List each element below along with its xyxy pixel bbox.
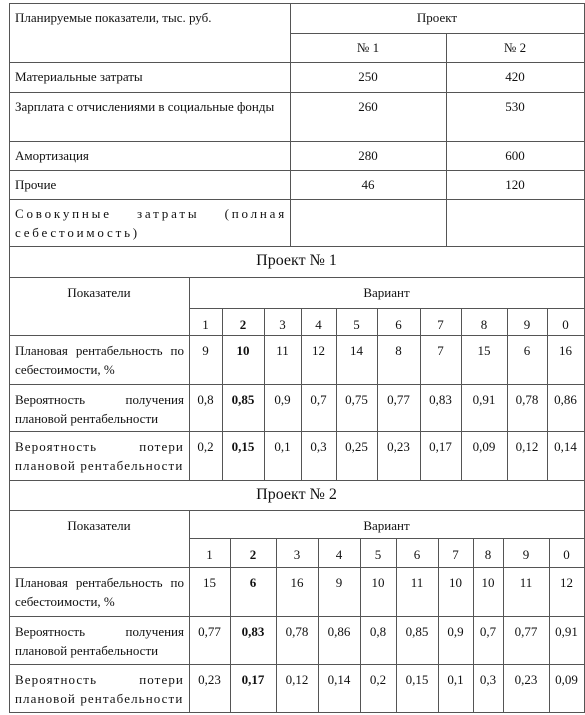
project1-row-label: Вероятность получения плановой рентабельности [15,392,184,426]
project2-row-label: Вероятность потери плановой рентабельности [15,672,184,706]
project2-title: Проект № 2 [256,486,337,503]
project2-variant-8: 8 [484,547,492,562]
table-rule [9,62,585,63]
cell-project2-value: 420 [505,69,525,84]
project2-cell-value: 10 [371,575,385,590]
project1-cell-value: 0,1 [274,439,291,454]
project1-cell-value: 12 [312,343,325,358]
project2-variant-0: 0 [563,547,570,562]
project2-variant-3: 3 [293,547,301,562]
project2-cell-value: 0,3 [479,672,497,687]
project2-cell-value: 0,85 [405,624,429,639]
project1-cell-value: 7 [437,343,444,358]
project2-cell-value: 11 [519,575,533,590]
project2-variant-6: 6 [413,547,421,562]
frame-left [9,3,10,713]
project2-cell-value: 0,77 [198,624,221,639]
project1-cell-value: 0,85 [231,392,255,407]
cell-project1-value: 260 [358,99,378,114]
table-rule [446,33,447,247]
cell-project2-value: 120 [505,177,525,192]
project1-cell-value: 0,8 [197,392,214,407]
project1-indicators-header: Показатели [67,285,131,300]
project2-cell-value: 12 [560,575,573,590]
header-project-label: Проект [416,10,458,25]
project2-cell-value: 0,09 [555,672,578,687]
project2-variant-2: 2 [249,547,257,562]
project1-cell-value: 0,12 [515,439,539,454]
project1-cell-value: 0,15 [231,439,255,454]
project1-cell-value: 8 [395,343,402,358]
project2-variant-7: 7 [452,547,459,562]
project1-variant-5: 5 [353,317,360,332]
table-rule [9,616,585,617]
table-rule [9,510,585,511]
project1-title: Проект № 1 [256,252,337,269]
project2-row-label: Вероятность получения плановой рентабельности [15,624,184,658]
project2-variant-4: 4 [335,547,343,562]
table-rule [9,431,585,432]
project1-variant-0: 0 [562,317,569,332]
table-rule [9,480,585,481]
table-rule [9,277,585,278]
table-rule [9,664,585,665]
cell-project2-value: 530 [505,99,525,114]
project1-row-label: Вероятность потери плановой рентабельности [15,439,184,473]
project1-variant-4: 4 [315,317,322,332]
project1-cell-value: 0,14 [554,439,577,454]
project1-cell-value: 0,9 [274,392,291,407]
project1-cell-value: 0,86 [554,392,577,407]
frame-top [9,3,585,4]
project1-cell-value: 0,78 [515,392,539,407]
project2-cell-value: 0,15 [405,672,429,687]
project2-cell-value: 0,7 [479,624,497,639]
project2-cell-value: 0,1 [447,672,464,687]
header-project-1: № 1 [356,40,380,55]
project2-cell-value: 16 [290,575,304,590]
table-rule [549,538,550,713]
project1-cell-value: 10 [236,343,250,358]
row-label-0: Материальные затраты [15,69,143,84]
project1-cell-value: 0,7 [310,392,327,407]
project2-cell-value: 11 [410,575,424,590]
project2-variant-header: Вариант [363,518,410,533]
project1-cell-value: 16 [559,343,572,358]
row-label-3: Прочие [15,177,57,192]
table-rule [9,335,585,336]
project1-variant-9: 9 [523,317,531,332]
cell-project1-value: 280 [358,148,378,163]
project2-cell-value: 0,12 [285,672,309,687]
project1-cell-value: 0,75 [345,392,368,407]
project1-variant-3: 3 [279,317,286,332]
project2-variant-9: 9 [522,547,530,562]
cell-project1-value: 250 [358,69,378,84]
project2-cell-value: 0,91 [555,624,578,639]
table-rule [9,141,585,142]
project1-variant-6: 6 [395,317,402,332]
table-rule [9,384,585,385]
project2-cell-value: 0,23 [198,672,221,687]
project2-indicators-header: Показатели [67,518,131,533]
project1-variant-1: 1 [202,317,209,332]
cell-project1-value: 46 [361,177,375,192]
project1-cell-value: 0,83 [429,392,452,407]
project1-cell-value: 15 [477,343,491,358]
project1-cell-value: 9 [202,343,209,358]
project2-cell-value: 0,23 [514,672,538,687]
project2-cell-value: 0,14 [327,672,351,687]
project1-variant-2: 2 [239,317,247,332]
project1-variant-8: 8 [480,317,488,332]
project1-cell-value: 0,25 [345,439,368,454]
project2-cell-value: 9 [335,575,343,590]
row-label-salary: Зарплата с отчислениями в социальные фонды [15,99,275,114]
project1-cell-value: 0,2 [197,439,214,454]
project1-row-label: Плановая рентабельность по себестоимости, % [15,343,184,377]
project1-cell-value: 0,09 [472,439,496,454]
table-rule [9,92,585,93]
project1-cell-value: 0,77 [387,392,410,407]
table-rule [9,246,585,247]
project2-row-label: Плановая рентабельность по себестоимости, % [15,575,184,609]
table-rule [189,308,585,309]
project1-cell-value: 6 [523,343,531,358]
project1-cell-value: 11 [276,343,289,358]
project2-cell-value: 0,86 [327,624,351,639]
project2-cell-value: 0,9 [447,624,464,639]
project2-cell-value: 0,8 [369,624,387,639]
project2-cell-value: 0,78 [285,624,309,639]
project1-variant-header: Вариант [363,285,410,300]
project1-cell-value: 0,3 [310,439,327,454]
project1-cell-value: 0,91 [472,392,496,407]
project1-variant-7: 7 [437,317,444,332]
header-project-2: № 2 [503,40,527,55]
table-rule [9,170,585,171]
table-rule [9,567,585,568]
row-label-2: Амортизация [15,148,89,163]
project2-cell-value: 10 [449,575,462,590]
header-indicators-label: Планируемые показатели, тыс. руб. [15,10,212,25]
project2-cell-value: 0,2 [369,672,387,687]
project2-cell-value: 0,83 [241,624,265,639]
table-rule [9,199,585,200]
project2-cell-value: 6 [249,575,257,590]
table-rule [9,712,585,713]
project2-cell-value: 0,77 [514,624,538,639]
project1-cell-value: 0,17 [429,439,452,454]
cell-project2-value: 600 [505,148,525,163]
project2-cell-value: 15 [203,575,216,590]
project2-variant-1: 1 [206,547,213,562]
table-rule [189,538,585,539]
table-rule [290,33,585,34]
project2-variant-5: 5 [374,547,382,562]
row-label-total-cost: Совокупные затраты (полная себестоимость) [15,206,287,240]
project1-cell-value: 0,23 [387,439,410,454]
project2-cell-value: 0,17 [241,672,265,687]
project2-cell-value: 10 [481,575,495,590]
project1-cell-value: 14 [350,343,363,358]
